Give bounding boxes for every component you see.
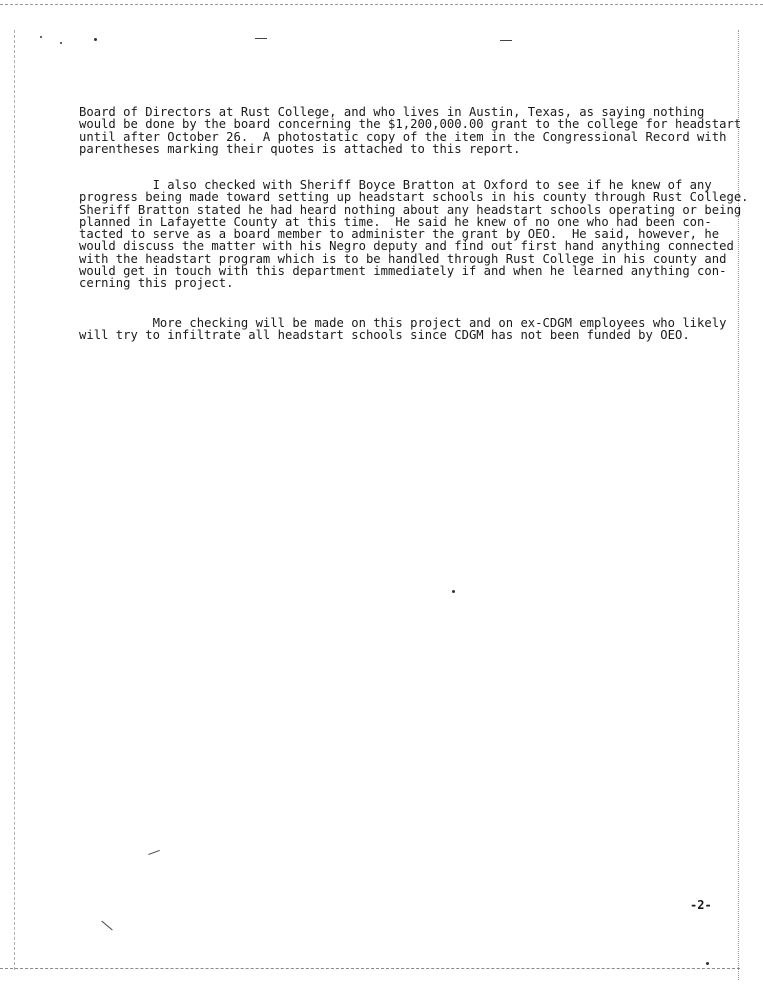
text-line: will try to infiltrate all headstart schools since CDGM has not been funded by OEO. <box>79 328 690 343</box>
text-line: would get in touch with this department immediately if and when he learned anything con- <box>79 264 727 279</box>
text-line: until after October 26. A photostatic copy of the item in the Congressional Record with <box>79 129 727 144</box>
text-line: I also checked with Sheriff Boyce Bratton at Oxford to see if he knew of any <box>79 178 712 192</box>
text-line: with the headstart program which is to be handled through Rust College in his county and <box>79 251 727 266</box>
scan-mark <box>255 38 267 39</box>
text-line: planned in Lafayette County at this time. He said he knew of no one who had been con- <box>79 214 712 229</box>
scan-mark <box>101 921 112 931</box>
text-line: More checking will be made on this project and on ex-CDGM employees who likely <box>79 316 727 330</box>
scan-mark <box>500 40 512 41</box>
scan-edge-right <box>738 30 739 980</box>
scan-edge-bottom <box>0 968 740 969</box>
text-line: parentheses marking their quotes is attached to this report. <box>79 141 521 156</box>
scan-edge-left <box>14 30 15 970</box>
paragraph-1 <box>79 106 741 155</box>
text-line: Sheriff Bratton stated he had heard nothing about any headstart schools operating or being <box>79 202 742 217</box>
scan-speck <box>706 962 709 965</box>
text-line: Board of Directors at Rust College, and who lives in Austin, Texas, as saying nothing <box>79 105 705 119</box>
text-line: cerning this project. <box>79 276 234 291</box>
scan-edge-top <box>0 4 763 5</box>
page-number: -2- <box>690 898 712 912</box>
scan-speck <box>452 590 455 593</box>
paragraph-3 <box>79 317 726 342</box>
scan-speck <box>40 36 42 38</box>
text-line: would be done by the board concerning the $1,200,000.00 grant to the college for headstart <box>79 117 742 132</box>
scan-mark <box>148 850 160 855</box>
text-line: would discuss the matter with his Negro deputy and find out first hand anything connected <box>79 239 734 254</box>
paragraph-2 <box>79 179 749 290</box>
text-line: tacted to serve as a board member to administer the grant by OEO. He said, however, he <box>79 227 720 242</box>
text-line: progress being made toward setting up headstart schools in his county through Rust College. <box>79 190 749 205</box>
scan-speck <box>94 38 97 41</box>
scan-speck <box>60 42 62 44</box>
